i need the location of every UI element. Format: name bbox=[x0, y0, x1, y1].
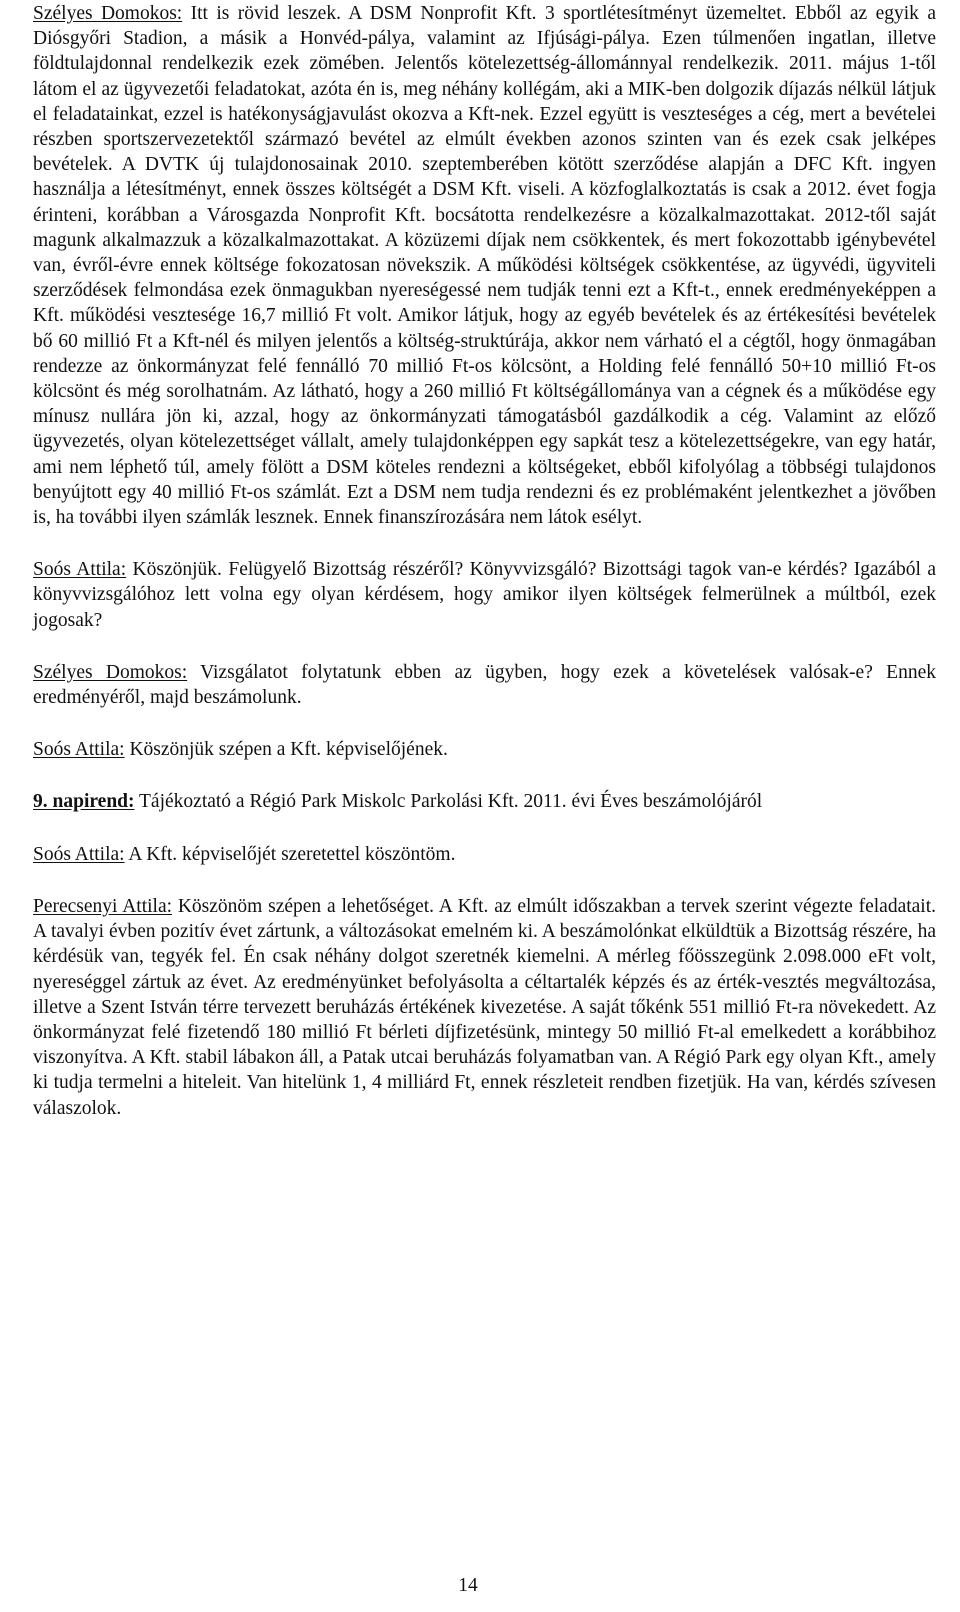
paragraph-soos-2 bbox=[33, 737, 936, 762]
paragraph-perecsenyi bbox=[33, 894, 936, 1121]
speaker-name: Perecsenyi Attila: bbox=[33, 895, 173, 917]
document-page bbox=[33, 0, 936, 1121]
paragraph-soos-1 bbox=[33, 557, 936, 633]
speaker-name: Soós Attila: bbox=[33, 843, 125, 865]
paragraph-text: A Kft. képviselőjét szeretettel köszöntöm. bbox=[124, 843, 456, 865]
agenda-title: Tájékoztató a Régió Park Miskolc Parkolási Kft. 2011. évi Éves beszámolójáról bbox=[134, 791, 763, 813]
paragraph-soos-3 bbox=[33, 842, 936, 867]
speaker-name: Soós Attila: bbox=[33, 559, 127, 581]
agenda-heading bbox=[33, 789, 936, 814]
paragraph-szelyes-1 bbox=[33, 1, 936, 530]
paragraph-text: Vizsgálatot folytatunk ebben az ügyben, hogy ezek a követelések valósak-e? Ennek eredményéről, majd beszámolunk. bbox=[33, 661, 936, 709]
speaker-name: Szélyes Domokos: bbox=[33, 3, 183, 24]
paragraph-text: Köszönjük szépen a Kft. képviselőjének. bbox=[124, 739, 448, 761]
paragraph-text: Köszönöm szépen a lehetőséget. A Kft. az elmúlt időszakban a tervek szerint végezte feladatait. A tavalyi évben pozitív évet zártunk, a változásokat emelném ki. A beszámolónkat elküldtük a Bizottság részére, ha kérdésük van, tegyék fel. Én csak néhány dolgot szeretnék kiemelni. A mérleg főösszegünk 2.098.000 eFt volt, nyereséggel zártuk az évet. Az eredményünket befolyásolta a céltartalék képzés és az érték-vesztés megváltozása, illetve a Szent István térre tervezett beruházás értékének kivezetése. A saját tőkénk 551 millió Ft-ra növekedett. Az önkormányzat felé fizetendő 180 millió Ft bérleti díjfizetésünk, mintegy 50 millió Ft-al emelkedett a korábbihoz viszonyítva. A Kft. stabil lábakon áll, a Patak utcai beruházás folyamatban van. A Régió Park egy olyan Kft., amely ki tudja termelni a hiteleit. Van hitelünk 1, 4 milliárd Ft, ennek részleteit rendben fizetjük. Ha van, kérdés szívesen válaszolok. bbox=[33, 895, 937, 1119]
agenda-number: 9. napirend: bbox=[33, 791, 135, 813]
paragraph-text: Köszönjük. Felügyelő Bizottság részéről? Könyvvizsgáló? Bizottsági tagok van-e kérdés? Igazából a könyvvizsgálóhoz lett volna egy olyan kérdésem, hogy amikor ilyen költségek felmerülnek a múltból, ezek jogosak? bbox=[33, 559, 936, 631]
paragraph-szelyes-2 bbox=[33, 660, 936, 710]
speaker-name: Soós Attila: bbox=[33, 739, 125, 761]
speaker-name: Szélyes Domokos: bbox=[33, 661, 188, 683]
page-number: 14 bbox=[458, 1575, 478, 1596]
paragraph-text: Itt is rövid leszek. A DSM Nonprofit Kft. 3 sportlétesítményt üzemeltet. Ebből az egyik a Diósgyőri Stadion, a másik a Honvéd-pálya, valamint az Ifjúsági-pálya. Ezen túlmenően ingatlan, illetve földtulajdonnal rendelkezik ezek zömében. Jelentős kötelezettség-állománnyal rendelkezik. 2011. május 1-től látom el az ügyvezetői feladatokat, azóta én is, meg néhány kollégám, aki a MIK-ben dolgozik díjazás nélkül látjuk el feladatainkat, ezzel is hatékonyságjavulást okozva a Kft-nek. Ezzel együtt is veszteséges a cég, mert a bevételei részben sportszervezetektől származó bevétel az elmúlt években azonos szinten van és ezek csak jelképes bevételek. A DVTK új tulajdonosainak 2010. szeptemberében kötött szerződése alapján a DFC Kft. ingyen használja a létesítményt, ennek összes költségét a DSM Kft. viseli. A közfoglalkoztatás is csak a 2012. évet fogja érinteni, korábban a Városgazda Nonprofit Kft. bocsátotta rendelkezésre a közalkalmazottakat. 2012-től saját magunk alkalmazzuk a közalkalmazottakat. A közüzemi díjak nem csökkentek, és mert fokozottabb igénybevétel van, évről-évre ennek költsége fokozatosan növekszik. A működési költségek csökkentése, az ügyvédi, ügyviteli szerződések felmondása ezek önmagukban nyereségessé nem tudják tenni ezt a Kft-t., ennek eredményeképpen a Kft. működési vesztesége 16,7 millió Ft volt. Amikor látjuk, hogy az egyéb bevételek és az értékesítési bevételek bő 60 millió Ft a Kft-nél és milyen jelentős a költség-struktúrája, akkor nem várható el a cégtől, hogy önmagában rendezze az önkormányzat felé fennálló 70 millió Ft-os kölcsönt, a Holding felé fennálló 50+10 millió Ft-os kölcsönt és még sorolhatnám. Az látható, hogy a 260 millió Ft költségállománya van a cégnek és a működése egy mínusz nullára jön ki, azzal, hogy az önkormányzati támogatásból gazdálkodik a cég. Valamint az előző ügyvezetés, olyan kötelezettséget vállalt, amely tulajdonképpen egy sapkát tesz a kötelezettségekre, van egy határ, ami nem léphető túl, amely fölött a DSM köteles rendezni a költségeket, ebből kifolyólag a többségi tulajdonos benyújtott egy 40 millió Ft-os számlát. Ezt a DSM nem tudja rendezni és ez problémaként jelentkezhet a jövőben is, ha további ilyen számlák lesznek. Ennek finanszírozására nem látok esélyt. bbox=[33, 3, 936, 529]
